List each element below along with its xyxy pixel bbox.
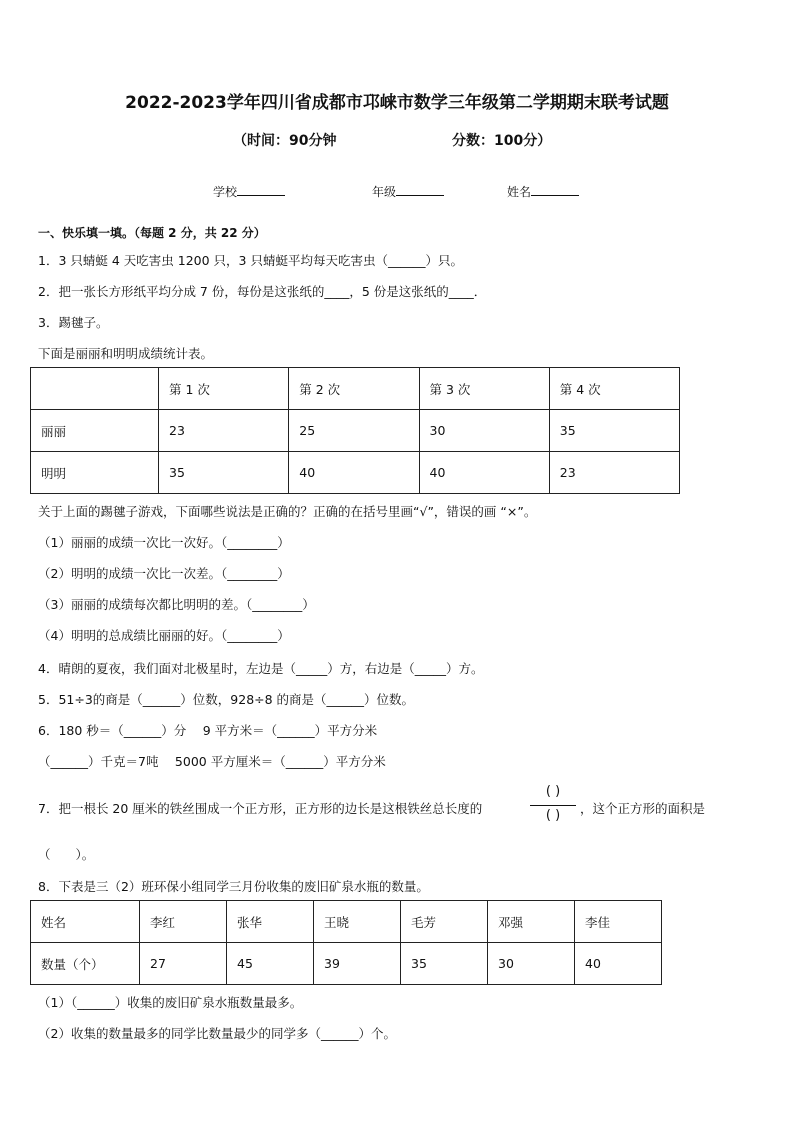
table-cell: 35: [549, 410, 679, 452]
question-1: 1．3 只蜻蜓 4 天吃害虫 1200 只，3 只蜻蜓平均每天吃害虫（______）只。: [38, 253, 463, 268]
question-8: 8．下表是三（2）班环保小组同学三月份收集的废旧矿泉水瓶的数量。: [38, 879, 429, 894]
question-8-item-1: （1）（______）收集的废旧矿泉水瓶数量最多。: [38, 995, 303, 1010]
table-cell: 30: [419, 410, 549, 452]
name-label: 姓名: [507, 185, 532, 199]
table-header-cell: 第 3 次: [419, 368, 549, 410]
table-cell: 35: [401, 943, 488, 985]
question-8-item-2: （2）收集的数量最多的同学比数量最少的同学多（______）个。: [38, 1026, 396, 1041]
table-cell: 45: [227, 943, 314, 985]
section-heading: 一、快乐填一填。（每题 2 分，共 22 分）: [38, 226, 266, 240]
table-header-cell: 毛芳: [401, 901, 488, 943]
table-cell: 40: [289, 452, 419, 494]
table-cell: 35: [159, 452, 289, 494]
table-cell: 30: [488, 943, 575, 985]
grade-label: 年级: [372, 185, 397, 199]
table-header-cell: 第 4 次: [549, 368, 679, 410]
table-cell: 数量（个）: [31, 943, 140, 985]
table-row: [31, 943, 662, 985]
table-cell: 27: [140, 943, 227, 985]
table-cell: 40: [419, 452, 549, 494]
question-6-line-2: （______）千克＝7吨 5000 平方厘米＝（______）平方分米: [38, 754, 386, 769]
question-6-line-1: 6．180 秒＝（______）分 9 平方米＝（______）平方分米: [38, 723, 378, 738]
question-3: 3．踢毽子。: [38, 315, 109, 330]
exam-time: （时间：90分钟: [233, 133, 337, 149]
question-3-prompt: 关于上面的踢毽子游戏，下面哪些说法是正确的？正确的在括号里画“√”，错误的画 “×”。: [38, 504, 537, 519]
question-3-item-2: （2）明明的成绩一次比一次差。（________）: [38, 566, 290, 581]
table-header-cell: 邓强: [488, 901, 575, 943]
table-cell: 丽丽: [31, 410, 159, 452]
page-title: 2022-2023学年四川省成都市邛崃市数学三年级第二学期期末联考试题: [125, 93, 669, 113]
question-3-intro: 下面是丽丽和明明成绩统计表。: [38, 346, 214, 361]
table-header-cell: 王晓: [314, 901, 401, 943]
fraction-blank: [528, 784, 578, 830]
school-blank: [237, 183, 285, 196]
table-header-row: [31, 901, 662, 943]
question-4: 4．晴朗的夏夜，我们面对北极星时，左边是（_____）方，右边是（_____）方。: [38, 661, 484, 676]
question-7-line-2: （ ）。: [38, 847, 95, 862]
table-cell: 明明: [31, 452, 159, 494]
table-cell: [31, 368, 159, 410]
table-header-cell: 第 1 次: [159, 368, 289, 410]
question-2: 2．把一张长方形纸平均分成 7 份，每份是这张纸的____，5 份是这张纸的____．: [38, 284, 487, 299]
fraction-bar: [530, 805, 576, 806]
table-header-cell: 第 2 次: [289, 368, 419, 410]
table-cell: 25: [289, 410, 419, 452]
bottle-table: [30, 900, 662, 985]
exam-score: 分数：100分）: [452, 133, 552, 149]
table-cell: 40: [575, 943, 662, 985]
table-header-row: [31, 368, 680, 410]
table-row: [31, 452, 680, 494]
fraction-denominator: ( ): [545, 808, 561, 823]
name-blank: [531, 183, 579, 196]
question-3-item-1: （1）丽丽的成绩一次比一次好。（________）: [38, 535, 290, 550]
fraction-numerator: ( ): [545, 784, 561, 799]
table-row: [31, 410, 680, 452]
table-header-cell: 姓名: [31, 901, 140, 943]
table-header-cell: 李红: [140, 901, 227, 943]
grade-field: [372, 183, 444, 200]
school-field: [213, 183, 285, 200]
table-cell: 23: [549, 452, 679, 494]
question-5: 5．51÷3的商是（______）位数，928÷8 的商是（______）位数。: [38, 692, 415, 707]
question-7-tail: ，这个正方形的面积是: [580, 801, 706, 816]
table-cell: 39: [314, 943, 401, 985]
score-table: [30, 367, 680, 494]
table-cell: 23: [159, 410, 289, 452]
table-header-cell: 张华: [227, 901, 314, 943]
grade-blank: [396, 183, 444, 196]
question-7: 7．把一根长 20 厘米的铁丝围成一个正方形，正方形的边长是这根铁丝总长度的: [38, 801, 483, 816]
school-label: 学校: [213, 185, 238, 199]
question-3-item-4: （4）明明的总成绩比丽丽的好。（________）: [38, 628, 290, 643]
table-header-cell: 李佳: [575, 901, 662, 943]
name-field: [507, 183, 579, 200]
question-3-item-3: （3）丽丽的成绩每次都比明明的差。（________）: [38, 597, 315, 612]
